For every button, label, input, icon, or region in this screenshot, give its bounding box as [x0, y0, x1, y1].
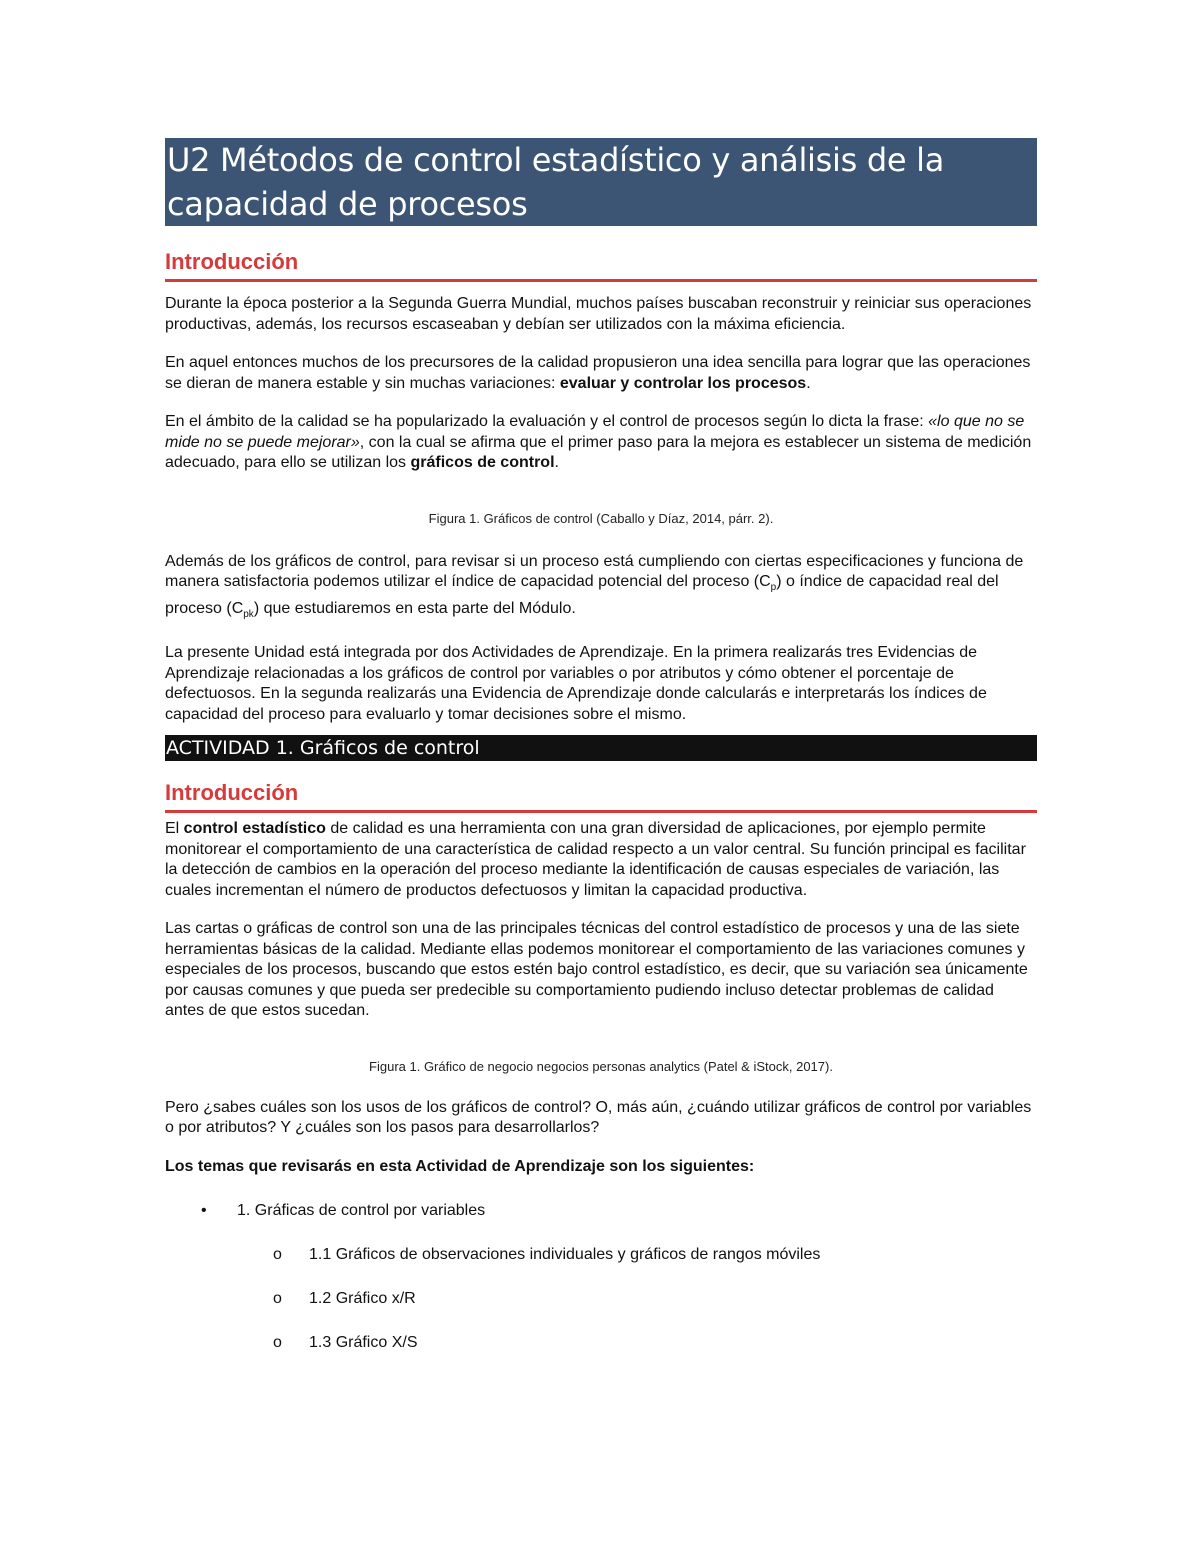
bullet-icon: • — [201, 1202, 207, 1220]
section-heading-introduccion-2: Introducción — [165, 779, 1037, 813]
figure-caption-2: Figura 1. Gráfico de negocio negocios personas analytics (Patel & iStock, 2017). — [369, 1058, 833, 1074]
activity-1-banner: ACTIVIDAD 1. Gráficos de control — [165, 735, 1037, 761]
intro-paragraph-4: Además de los gráficos de control, para revisar si un proceso está cumpliendo con ciertas especificaciones y funciona de manera satisfactoria podemos utilizar el índice de capacidad potencial del proceso $(C_p)$ o índice de capacidad real del proceso $(C_{pk})$ que estudiaremos en esta parte del Módulo. — [165, 552, 1024, 620]
page-title-line-2: capacidad de procesos — [167, 185, 528, 223]
intro-paragraph-3: En el ámbito de la calidad se ha popularizado la evaluación y el control de procesos según lo dicta la frase: «lo que no se mide no se puede mejorar», con la cual se afirma que el primer paso para la mejora es establecer un sistema de medición adecuado, para ello se utilizan los gráficos de control. — [165, 413, 1032, 471]
document-page — [165, 138, 1037, 1353]
section-heading-introduccion: Introducción — [165, 248, 1037, 282]
circle-bullet-icon: o — [273, 1290, 282, 1308]
activity-paragraph-1: El control estadístico de calidad es una herramienta con una gran diversidad de aplicaciones, por ejemplo permite monitorear el comportamiento de una característica de calidad respecto a un valor central. Su función principal es facilitar la detección de cambios en la operación del proceso mediante la identificación de causas especiales de variación, las cuales incrementan el número de productos defectuosos y limitan la capacidad productiva. — [165, 820, 1026, 899]
list-item: o 1.3 Gráfico X/S — [273, 1334, 418, 1352]
bold-evaluar-controlar: evaluar y controlar los procesos — [559, 374, 807, 392]
topics-heading: Los temas que revisarás en esta Actividad de Aprendizaje son los siguientes: — [165, 1157, 755, 1175]
bold-control-estadistico: control estadístico — [183, 820, 326, 838]
italic-quote: «lo que no se mide no se puede mejorar» — [165, 413, 1025, 451]
circle-bullet-icon: o — [273, 1246, 282, 1264]
intro-paragraph-5: La presente Unidad está integrada por dos Actividades de Aprendizaje. En la primera realizarás tres Evidencias de Aprendizaje relacionadas a los gráficos de control por variables o por atributos y cómo obtener el porcentaje de defectuosos. En la segunda realizarás una Evidencia de Aprendizaje donde calcularás e interpretarás los índices de capacidad del proceso para evaluarlo y tomar decisiones sobre el mismo. — [165, 644, 987, 723]
activity-paragraph-2: Las cartas o gráficas de control son una de las principales técnicas del control estadístico de procesos y una de las siete herramientas básicas de la calidad. Mediante ellas podemos monitorear el comportamiento de las variaciones comunes y especiales de los procesos, buscando que estos estén bajo control estadístico, es decir, que su variación sea únicamente por causas comunes y que pueda ser predecible su comportamiento pudiendo incluso detectar problemas de calidad antes de que estos sucedan. — [165, 920, 1028, 1020]
page-title — [165, 138, 1037, 226]
bold-graficos-control: gráficos de control — [410, 454, 555, 471]
figure-caption-1: Figura 1. Gráficos de control (Caballo y Díaz, 2014, párr. 2). — [428, 510, 774, 526]
topics-list — [165, 1201, 1037, 1353]
intro-paragraph-1: Durante la época posterior a la Segunda Guerra Mundial, muchos países buscaban reconstruir y reiniciar sus operaciones productivas, además, los recursos escaseaban y debían ser utilizados con la máxima eficiencia. — [165, 295, 1032, 333]
topics-heading-wrap — [165, 1157, 1037, 1178]
list-item: • 1. Gráficas de control por variables — [201, 1202, 486, 1220]
intro-paragraph-2: En aquel entonces muchos de los precursores de la calidad propusieron una idea sencilla para lograr que las operaciones se dieran de manera estable y sin muchas variaciones: evaluar y controlar los procesos. — [165, 354, 1031, 392]
activity-paragraph-3: Pero ¿sabes cuáles son los usos de los gráficos de control? O, más aún, ¿cuándo utilizar gráficos de control por variables o por atributos? Y ¿cuáles son los pasos para desarrollarlos? — [165, 1098, 1032, 1137]
list-item: o 1.1 Gráficos de observaciones individuales y gráficos de rangos móviles — [273, 1246, 821, 1264]
circle-bullet-icon: o — [273, 1334, 282, 1352]
page-title-line-1: U2 Métodos de control estadístico y análisis de la — [167, 141, 945, 179]
list-item: o 1.2 Gráfico x/R — [273, 1290, 416, 1308]
